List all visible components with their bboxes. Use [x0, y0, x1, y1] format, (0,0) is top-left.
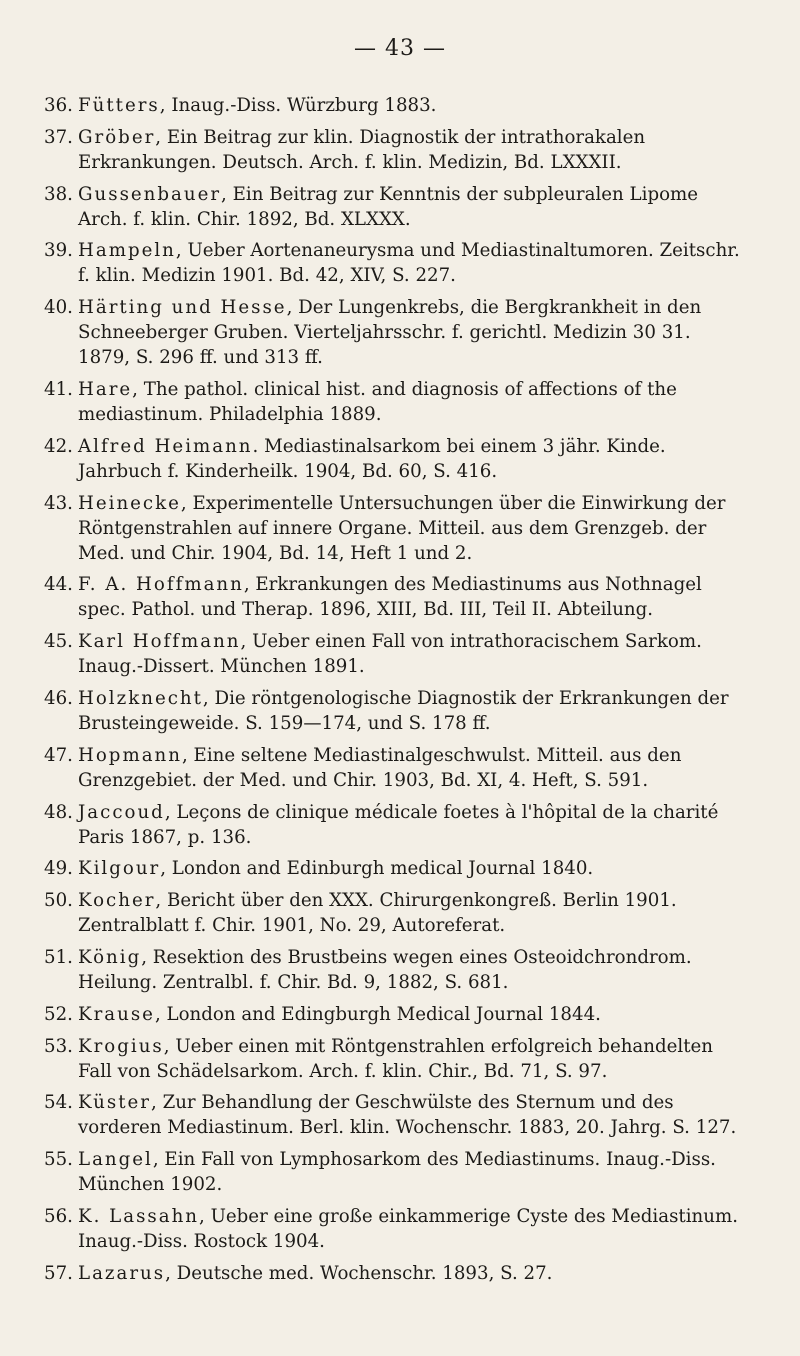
reference-entry	[44, 1261, 748, 1286]
reference-author: Hare	[78, 378, 133, 400]
reference-entry	[44, 1204, 748, 1254]
reference-text: , Ueber einen mit Röntgenstrahlen erfolgreich behandelten Fall von Schädelsarkom. Arch. f. klin. Chir., Bd. 71, S. 97.	[78, 1035, 713, 1082]
reference-number: 42.	[44, 435, 73, 457]
reference-number: 43.	[44, 492, 73, 514]
reference-author: Hopmann	[78, 744, 182, 766]
reference-author: K. Lassahn	[78, 1205, 200, 1227]
reference-number: 50.	[44, 890, 73, 912]
reference-number: 53.	[44, 1035, 73, 1057]
reference-author: König	[78, 946, 142, 968]
reference-entry	[44, 295, 748, 370]
reference-entry	[44, 686, 748, 736]
reference-entry	[44, 238, 748, 288]
reference-text: , Bericht über den XXX. Chirurgenkongreß. Berlin 1901. Zentralblatt f. Chir. 1901, No. 29, Autoreferat.	[78, 890, 677, 937]
reference-number: 47.	[44, 744, 73, 766]
reference-entry	[44, 572, 748, 622]
reference-entry	[44, 1147, 748, 1197]
reference-author: Hampeln	[78, 240, 176, 262]
reference-author: Gröber	[78, 126, 156, 148]
reference-text: , Ueber eine große einkammerige Cyste des Mediastinum. Inaug.-Diss. Rostock 1904.	[78, 1205, 738, 1252]
reference-list	[44, 93, 748, 1286]
reference-text: , Resektion des Brustbeins wegen eines Osteoidchrondrom. Heilung. Zentralbl. f. Chir. Bd. 9, 1882, S. 681.	[78, 946, 692, 993]
reference-entry	[44, 629, 748, 679]
reference-number: 37.	[44, 126, 73, 148]
reference-text: , Ein Beitrag zur klin. Diagnostik der intrathorakalen Erkrankungen. Deutsch. Arch. f. klin. Medizin, Bd. LXXXII.	[78, 126, 646, 173]
reference-text: , Ueber einen Fall von intrathoracischem Sarkom. Inaug.-Dissert. München 1891.	[78, 631, 702, 678]
reference-author: Alfred Heimann	[78, 435, 253, 457]
reference-author: Langel	[78, 1149, 153, 1171]
reference-text: , Ein Beitrag zur Kenntnis der subpleuralen Lipome Arch. f. klin. Chir. 1892, Bd. XLXXX.	[78, 183, 699, 230]
reference-number: 55.	[44, 1149, 73, 1171]
reference-entry	[44, 743, 748, 793]
reference-number: 52.	[44, 1003, 73, 1025]
reference-author: Jaccoud	[78, 801, 165, 823]
reference-author: Heinecke	[78, 492, 181, 514]
reference-text: , Eine seltene Mediastinalgeschwulst. Mitteil. aus den Grenzgebiet. der Med. und Chir. 1903, Bd. XI, 4. Heft, S. 591.	[78, 744, 682, 791]
reference-number: 38.	[44, 183, 73, 205]
reference-number: 36.	[44, 95, 73, 116]
reference-author: Holzknecht	[78, 687, 203, 709]
reference-text: , London and Edinburgh medical Journal 1840.	[160, 858, 594, 880]
reference-author: F. A. Hoffmann	[78, 574, 244, 596]
page-number: — 43 —	[354, 36, 446, 61]
reference-entry	[44, 945, 748, 995]
reference-entry	[44, 491, 748, 566]
reference-entry	[44, 1090, 748, 1140]
reference-author: Härting und Hesse	[78, 297, 287, 319]
reference-author: Kocher	[78, 890, 156, 912]
reference-text: , Deutsche med. Wochenschr. 1893, S. 27.	[165, 1262, 553, 1284]
reference-entry	[44, 434, 748, 484]
reference-number: 49.	[44, 858, 73, 880]
reference-number: 48.	[44, 801, 73, 823]
reference-text: , Leçons de clinique médicale foetes à l'hôpital de la charité Paris 1867, p. 136.	[78, 801, 719, 848]
reference-number: 51.	[44, 946, 73, 968]
reference-author: Krause	[78, 1003, 155, 1025]
reference-number: 41.	[44, 378, 73, 400]
reference-number: 46.	[44, 687, 73, 709]
reference-text: , Erkrankungen des Mediastinums aus Nothnagel spec. Pathol. und Therap. 1896, XIII, Bd. III, Teil II. Abteilung.	[78, 574, 702, 621]
reference-text: , The pathol. clinical hist. and diagnosis of affections of the mediastinum. Philadelphia 1889.	[78, 378, 677, 425]
reference-text: . Mediastinalsarkom bei einem 3 jähr. Kinde. Jahrbuch f. Kinderheilk. 1904, Bd. 60, S. 416.	[78, 435, 666, 482]
reference-entry	[44, 888, 748, 938]
reference-text: , Experimentelle Untersuchungen über die Einwirkung der Röntgenstrahlen auf innere Organe. Mitteil. aus dem Grenzgeb. der Med. und Chir. 1904, Bd. 14, Heft 1 und 2.	[78, 492, 726, 564]
reference-entry	[44, 856, 748, 881]
reference-entry	[44, 800, 748, 850]
reference-number: 39.	[44, 240, 73, 262]
reference-number: 56.	[44, 1205, 73, 1227]
reference-text: , Zur Behandlung der Geschwülste des Sternum und des vorderen Mediastinum. Berl. klin. Wochenschr. 1883, 20. Jahrg. S. 127.	[78, 1092, 737, 1139]
reference-author: Lazarus	[78, 1262, 166, 1284]
reference-entry	[44, 93, 748, 118]
reference-entry	[44, 1002, 748, 1027]
reference-author: Krogius	[78, 1035, 164, 1057]
reference-number: 45.	[44, 631, 73, 653]
reference-number: 44.	[44, 574, 73, 596]
reference-number: 57.	[44, 1262, 73, 1284]
reference-author: Karl Hoffmann	[78, 631, 241, 653]
reference-entry	[44, 1034, 748, 1084]
reference-author: Fütters	[78, 95, 160, 116]
reference-number: 40.	[44, 297, 73, 319]
reference-author: Gussenbauer	[78, 183, 222, 205]
reference-text: , Ueber Aortenaneurysma und Mediastinaltumoren. Zeitschr. f. klin. Medizin 1901. Bd. 42, XIV, S. 227.	[78, 240, 740, 287]
reference-text: , Der Lungenkrebs, die Bergkrankheit in den Schneeberger Gruben. Vierteljahrsschr. f. gerichtl. Medizin 30 31. 1879, S. 296 ff. und 313 ff.	[78, 297, 702, 369]
reference-text: , Inaug.-Diss. Würzburg 1883.	[159, 95, 437, 116]
reference-entry	[44, 182, 748, 232]
reference-text: , London and Edingburgh Medical Journal 1844.	[154, 1003, 601, 1025]
reference-entry	[44, 125, 748, 175]
reference-text: , Die röntgenologische Diagnostik der Erkrankungen der Brusteingeweide. S. 159—174, und S. 178 ff.	[78, 687, 729, 734]
reference-author: Kilgour	[78, 858, 161, 880]
reference-number: 54.	[44, 1092, 73, 1114]
reference-entry	[44, 377, 748, 427]
reference-author: Küster	[78, 1092, 152, 1114]
reference-text: , Ein Fall von Lymphosarkom des Mediastinums. Inaug.-Diss. München 1902.	[78, 1149, 716, 1196]
